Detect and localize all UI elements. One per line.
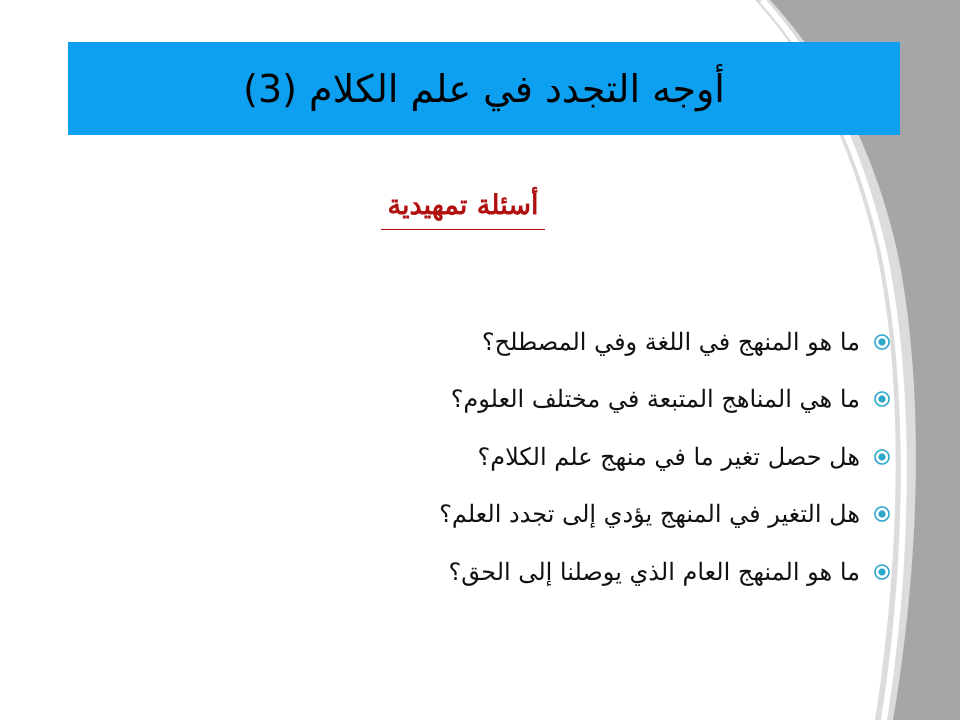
question-text: ما هو المنهج في اللغة وفي المصطلح؟ <box>481 327 860 356</box>
slide-title: أوجه التجدد في علم الكلام (3) <box>243 66 725 111</box>
subtitle-underline <box>381 229 545 230</box>
radio-target-icon <box>874 391 890 407</box>
list-item <box>370 428 890 486</box>
radio-target-icon <box>874 334 890 350</box>
list-item <box>370 486 890 544</box>
question-text: هل حصل تغير ما في منهج علم الكلام؟ <box>477 442 860 471</box>
question-text: ما هو المنهج العام الذي يوصلنا إلى الحق؟ <box>448 557 860 586</box>
list-item <box>370 543 890 601</box>
list-item <box>370 313 890 371</box>
radio-target-icon <box>874 564 890 580</box>
question-text: هل التغير في المنهج يؤدي إلى تجدد العلم؟ <box>439 500 860 529</box>
radio-target-icon <box>874 449 890 465</box>
title-bar <box>68 42 900 135</box>
question-list <box>370 313 890 601</box>
radio-target-icon <box>874 506 890 522</box>
list-item <box>370 371 890 429</box>
question-text: ما هي المناهج المتبعة في مختلف العلوم؟ <box>450 385 860 414</box>
slide-subtitle: أسئلة تمهيدية <box>387 190 539 221</box>
subtitle-block <box>381 190 545 230</box>
